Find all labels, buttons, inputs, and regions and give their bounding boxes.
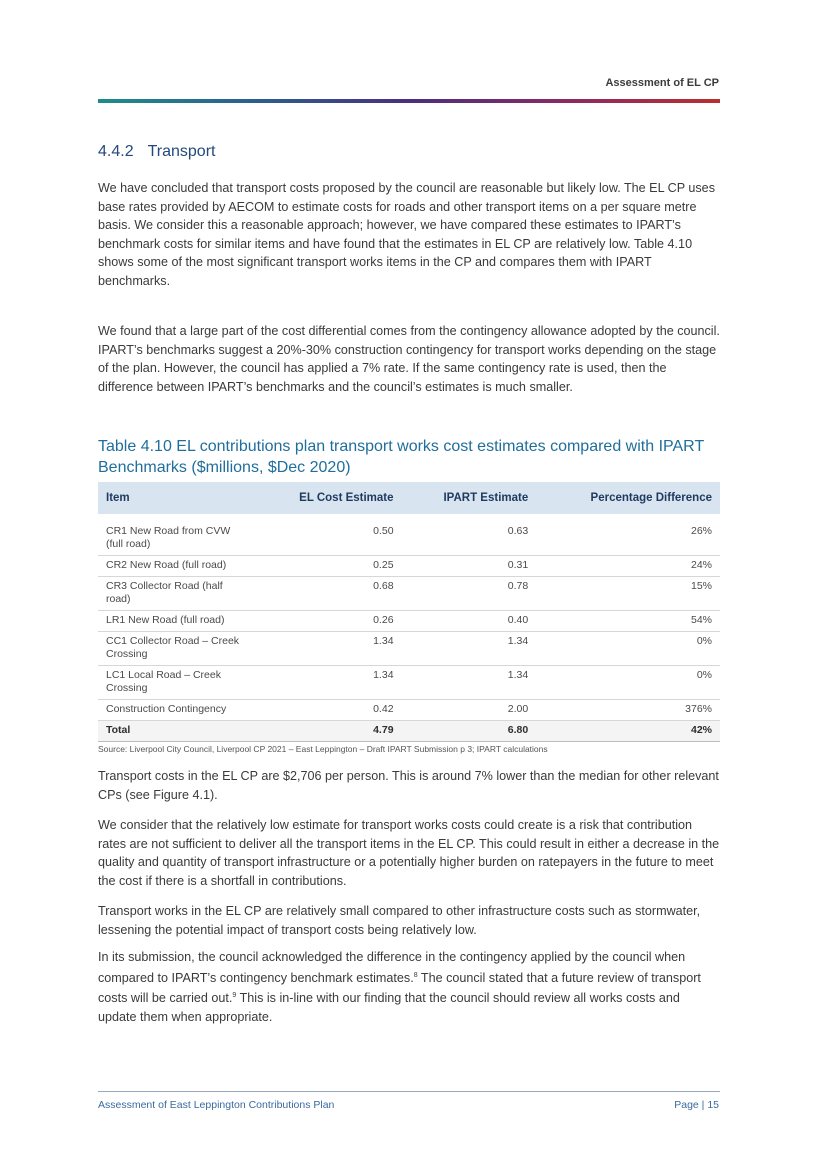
column-header-ipart: IPART Estimate (402, 482, 537, 518)
row-el-cost: 0.50 (254, 518, 402, 556)
row-ipart-cost: 2.00 (402, 700, 537, 721)
row-ipart-cost: 1.34 (402, 632, 537, 666)
footnote-ref-8[interactable]: 8 (413, 971, 418, 979)
column-header-el-cost: EL Cost Estimate (254, 482, 402, 518)
row-el-cost: 0.68 (254, 577, 402, 611)
paragraph-6-part-3: This is in-line with our finding that the council should review all works costs and update them when appropriate. (98, 991, 680, 1024)
paragraph-6-part-1: In its submission, the council acknowledged the difference in the contingency applied by the council when compared to IPART’s contingency benchmark estimates. (98, 950, 686, 985)
total-label: Total (98, 721, 254, 742)
paragraph-6-part-2: The council stated that a future review of transport costs will be carried out. (98, 970, 701, 1006)
section-heading (98, 143, 215, 161)
table-row (98, 700, 720, 721)
row-el-cost: 1.34 (254, 666, 402, 700)
row-difference: 54% (536, 611, 720, 632)
paragraph-5: Transport works in the EL CP are relatively small compared to other infrastructure costs such as stormwater, lessening the potential impact of transport costs being relatively low. (98, 904, 701, 937)
paragraph-4: We consider that the relatively low estimate for transport works costs could create is a risk that contribution rates are not sufficient to deliver all the transport items in the EL CP. This could result in either a decrease in the quality and quantity of transport infrastructure or a potentially higher burden on ratepayers in the future to meet the cost if there is a shortfall in contributions. (98, 818, 720, 888)
header-divider (98, 99, 720, 103)
row-el-cost: 1.34 (254, 632, 402, 666)
table-row (98, 577, 720, 611)
row-difference: 26% (536, 518, 720, 556)
table-row (98, 632, 720, 666)
paragraph-6 (98, 948, 720, 1026)
paragraph-2: We found that a large part of the cost differential comes from the contingency allowance adopted by the council. IPART’s benchmarks suggest a 20%-30% construction contingency for transport works depending on the stage of the plan. However, the council has applied a 7% rate. If the same contingency rate is used, then the difference between IPART’s benchmarks and the council’s estimates is much smaller. (98, 324, 720, 394)
table-caption: Table 4.10 EL contributions plan transport works cost estimates compared with IPART Benchmarks ($millions, $Dec 2020) (98, 438, 704, 476)
row-item: Construction Contingency (98, 700, 254, 721)
footer-document-title: Assessment of East Leppington Contributions Plan (98, 1099, 335, 1111)
column-header-percentage: Percentage Difference (536, 482, 720, 518)
table-total-row (98, 721, 720, 742)
row-difference: 24% (536, 556, 720, 577)
row-item: CR1 New Road from CVW (full road) (98, 518, 254, 556)
paragraph-1: We have concluded that transport costs proposed by the council are reasonable but likely low. The EL CP uses base rates provided by AECOM to estimate costs for roads and other transport items on a per square metre basis. We consider this a reasonable approach; however, we have compared these estimates to IPART’s benchmark costs for similar items and have found that the estimates in EL CP are relatively low. Table 4.10 shows some of the most significant transport works items in the CP and compares them with IPART benchmarks. (98, 181, 715, 288)
row-item: CC1 Collector Road – Creek Crossing (98, 632, 254, 666)
row-ipart-cost: 0.63 (402, 518, 537, 556)
row-difference: 0% (536, 632, 720, 666)
total-el-cost: 4.79 (254, 721, 402, 742)
row-difference: 15% (536, 577, 720, 611)
table-source-note: Source: Liverpool City Council, Liverpool CP 2021 – East Leppington – Draft IPART Submission p 3; IPART calculations (98, 744, 548, 754)
transport-cost-table (98, 482, 720, 742)
footnote-ref-9[interactable]: 9 (232, 992, 237, 1000)
row-el-cost: 0.42 (254, 700, 402, 721)
row-ipart-cost: 1.34 (402, 666, 537, 700)
row-el-cost: 0.26 (254, 611, 402, 632)
row-el-cost: 0.25 (254, 556, 402, 577)
row-difference: 376% (536, 700, 720, 721)
paragraph-3: Transport costs in the EL CP are $2,706 per person. This is around 7% lower than the median for other relevant CPs (see Figure 4.1). (98, 769, 719, 802)
total-difference: 42% (536, 721, 720, 742)
column-header-item: Item (98, 482, 254, 518)
row-ipart-cost: 0.40 (402, 611, 537, 632)
row-item: LR1 New Road (full road) (98, 611, 254, 632)
table-row (98, 666, 720, 700)
table-header-row (98, 482, 720, 518)
section-title: Transport (147, 143, 216, 160)
row-item: CR2 New Road (full road) (98, 556, 254, 577)
total-ipart-cost: 6.80 (402, 721, 537, 742)
footer-page-number: Page | 15 (674, 1099, 719, 1111)
row-item: CR3 Collector Road (half road) (98, 577, 254, 611)
row-ipart-cost: 0.78 (402, 577, 537, 611)
row-ipart-cost: 0.31 (402, 556, 537, 577)
row-difference: 0% (536, 666, 720, 700)
running-header: Assessment of EL CP (605, 77, 719, 89)
table-row (98, 611, 720, 632)
footer-divider (98, 1091, 720, 1092)
table-row (98, 518, 720, 556)
row-item: LC1 Local Road – Creek Crossing (98, 666, 254, 700)
table-row (98, 556, 720, 577)
section-number: 4.4.2 (98, 143, 134, 160)
